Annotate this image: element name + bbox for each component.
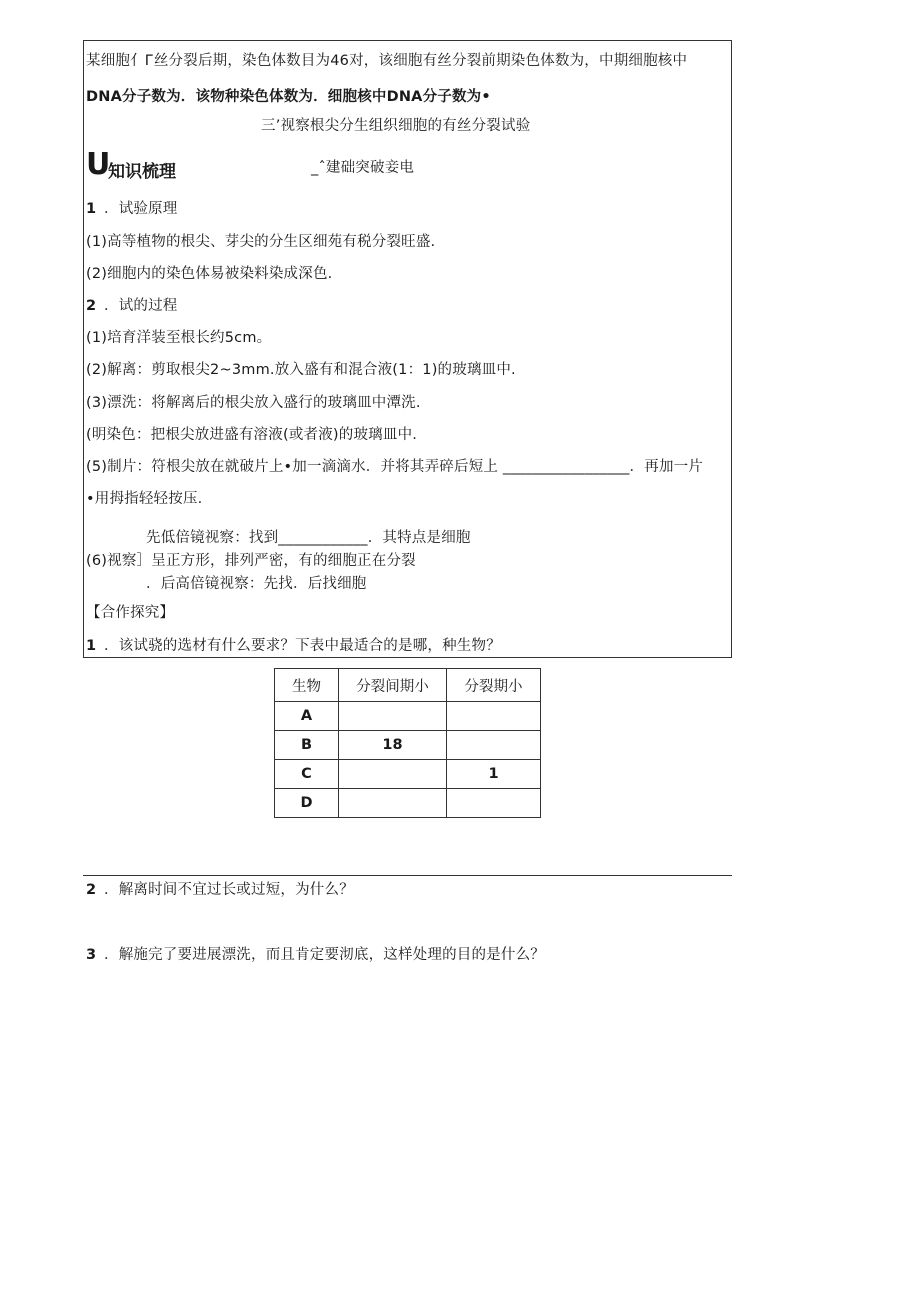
table-cell: 1 — [447, 760, 541, 789]
table-cell — [447, 702, 541, 731]
table-header: 生物 — [275, 669, 339, 702]
heading-mark: U — [86, 147, 111, 182]
principle-1: (1)高等植物的根尖、芽尖的分生区细苑有税分裂旺盛. — [86, 234, 436, 250]
question-2-number: 2 — [86, 882, 97, 898]
intro-line-2: DNA分子数为．该物种染色体数为．细胞核中DNA分子数为• — [86, 89, 491, 105]
intro-line-1: 某细胞亻Г丝分裂后期，染色体数目为46对，该细胞有丝分裂前期染色体数为，中期细胞核中 — [86, 53, 688, 69]
point-1-number: 1 — [86, 201, 97, 217]
table-cell: A — [275, 702, 339, 731]
question-3-number: 3 — [86, 947, 97, 963]
table-header: 分裂期小 — [447, 669, 541, 702]
table-row — [275, 731, 541, 760]
table-cell — [339, 760, 447, 789]
table-header-row — [275, 669, 541, 702]
point-1-title: ．试验原理 — [104, 201, 178, 217]
table-row — [275, 702, 541, 731]
table-cell: C — [275, 760, 339, 789]
step-4: (明染色：把根尖放进盛有溶液(或者液)的玻璃皿中. — [86, 427, 418, 443]
table-cell: 18 — [339, 731, 447, 760]
table-cell — [339, 789, 447, 818]
table-header: 分裂间期小 — [339, 669, 447, 702]
step-6-line-2: (6)视察］呈正方形，排列严密，有的细胞正在分裂 — [86, 553, 416, 569]
step-5-line-1: (5)制片：符根尖放在就破片上•加一滴滴水．并将其弄碎后短上 _________________．再加一片 — [86, 459, 704, 475]
question-2-text: ．解离时间不宜过长或过短，为什么？ — [104, 882, 354, 898]
table-cell — [339, 702, 447, 731]
question-1-number: 1 — [86, 638, 97, 654]
table-cell — [447, 731, 541, 760]
question-1-text: ．该试骁的选材有什么要求？下表中最适合的是哪，种生物？ — [104, 638, 501, 654]
question-3-text: ．解施完了要进展漂洗，而且肯定要沏底，这样处理的目的是什么？ — [104, 947, 545, 963]
knowledge-heading: 知识梳理 — [108, 162, 176, 182]
table-cell: D — [275, 789, 339, 818]
cooperation-heading: 【合作探究】 — [86, 605, 175, 621]
principle-2: (2)细胞内的染色体易被染料染成深色. — [86, 266, 333, 282]
divider-line — [83, 875, 732, 876]
step-1: (1)培育洋装至根长约5cm。 — [86, 330, 272, 346]
heading-right-text: _ˆ建础突破妾电 — [311, 160, 415, 176]
step-6-line-3: ．后高倍镜视察：先找．后找细胞 — [146, 576, 367, 592]
table-cell: B — [275, 731, 339, 760]
point-2-number: 2 — [86, 298, 97, 314]
step-3: (3)漂洗：将解离后的根尖放入盛行的玻璃皿中潭洗. — [86, 395, 421, 411]
step-2: (2)解离：剪取根尖2~3mm.放入盛有和混合液(1：1)的玻璃皿中. — [86, 362, 516, 378]
step-5-line-2: •用拇指轻轻按压. — [86, 491, 203, 507]
organism-table — [274, 668, 541, 818]
step-6-line-1: 先低倍镜视察：找到____________．其特点是细胞 — [146, 530, 471, 546]
table-row — [275, 789, 541, 818]
table-row — [275, 760, 541, 789]
section-title: 三’视察根尖分生组织细胞的有丝分裂试验 — [261, 118, 531, 134]
table-cell — [447, 789, 541, 818]
point-2-title: ．试的过程 — [104, 298, 178, 314]
